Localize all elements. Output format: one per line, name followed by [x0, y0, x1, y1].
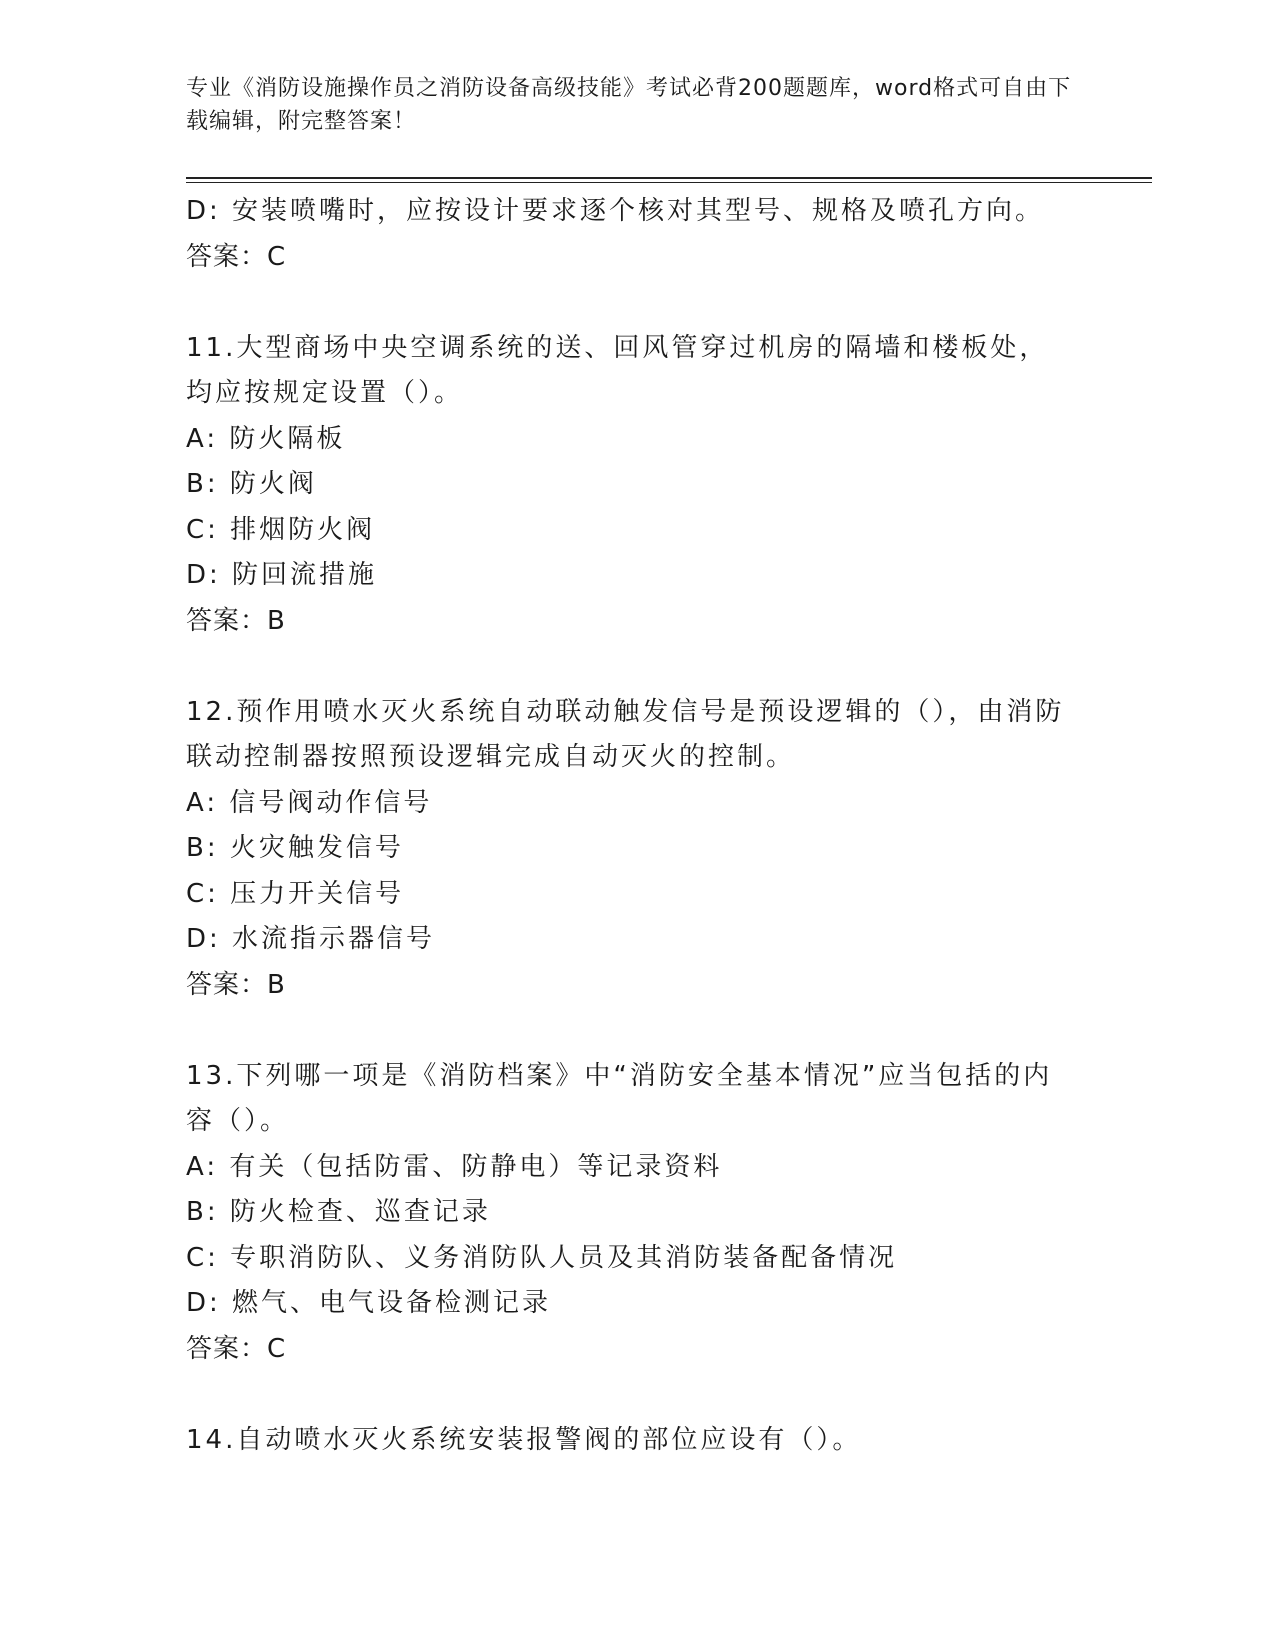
option-c: C: 压力开关信号 [186, 878, 405, 909]
spacer [186, 1372, 1086, 1418]
option-b: B: 防火检查、巡查记录 [186, 1197, 491, 1227]
option-d: D: 防回流措施 [186, 560, 378, 590]
question-14 [186, 1418, 1086, 1464]
option-a: A: 防火隔板 [186, 423, 346, 454]
option-c: C: 专职消防队、义务消防队人员及其消防装备配备情况 [186, 1242, 898, 1273]
answer-line: 答案：C [186, 1333, 287, 1364]
question-11 [186, 326, 1086, 645]
option-b: B: 火灾触发信号 [186, 833, 404, 863]
option-a: A: 信号阀动作信号 [186, 787, 433, 818]
question-12 [186, 690, 1086, 1009]
question-list [186, 189, 1086, 1463]
answer-line: 答案：B [186, 969, 286, 1000]
option-d: D: 燃气、电气设备检测记录 [186, 1288, 552, 1318]
answer-line: 答案：C [186, 241, 287, 272]
option-a: A: 有关（包括防雷、防静电）等记录资料 [186, 1151, 723, 1182]
question-stem: 13.下列哪一项是《消防档案》中“消防安全基本情况”应当包括的内容（）。 [186, 1060, 1053, 1136]
header-divider-thin [186, 182, 1152, 183]
spacer [186, 644, 1086, 690]
document-header: 专业《消防设施操作员之消防设备高级技能》考试必背200题题库，word格式可自由下载编辑，附完整答案！ [186, 76, 1072, 134]
option-d: D: 安装喷嘴时，应按设计要求逐个核对其型号、规格及喷孔方向。 [186, 196, 1045, 226]
option-b: B: 防火阀 [186, 469, 317, 499]
option-d: D: 水流指示器信号 [186, 924, 436, 954]
spacer [186, 280, 1086, 326]
option-c: C: 排烟防火阀 [186, 514, 376, 545]
question-stem: 11.大型商场中央空调系统的送、回风管穿过机房的隔墙和楼板处，均应按规定设置（）。 [186, 332, 1049, 408]
question-stem: 14.自动喷水灭火系统安装报警阀的部位应设有（）。 [186, 1424, 862, 1455]
header-divider [186, 177, 1152, 179]
spacer [186, 1008, 1086, 1054]
answer-line: 答案：B [186, 605, 286, 636]
question-stem: 12.预作用喷水灭火系统自动联动触发信号是预设逻辑的（），由消防联动控制器按照预设逻辑完成自动灭火的控制。 [186, 696, 1065, 772]
question-13 [186, 1054, 1086, 1373]
